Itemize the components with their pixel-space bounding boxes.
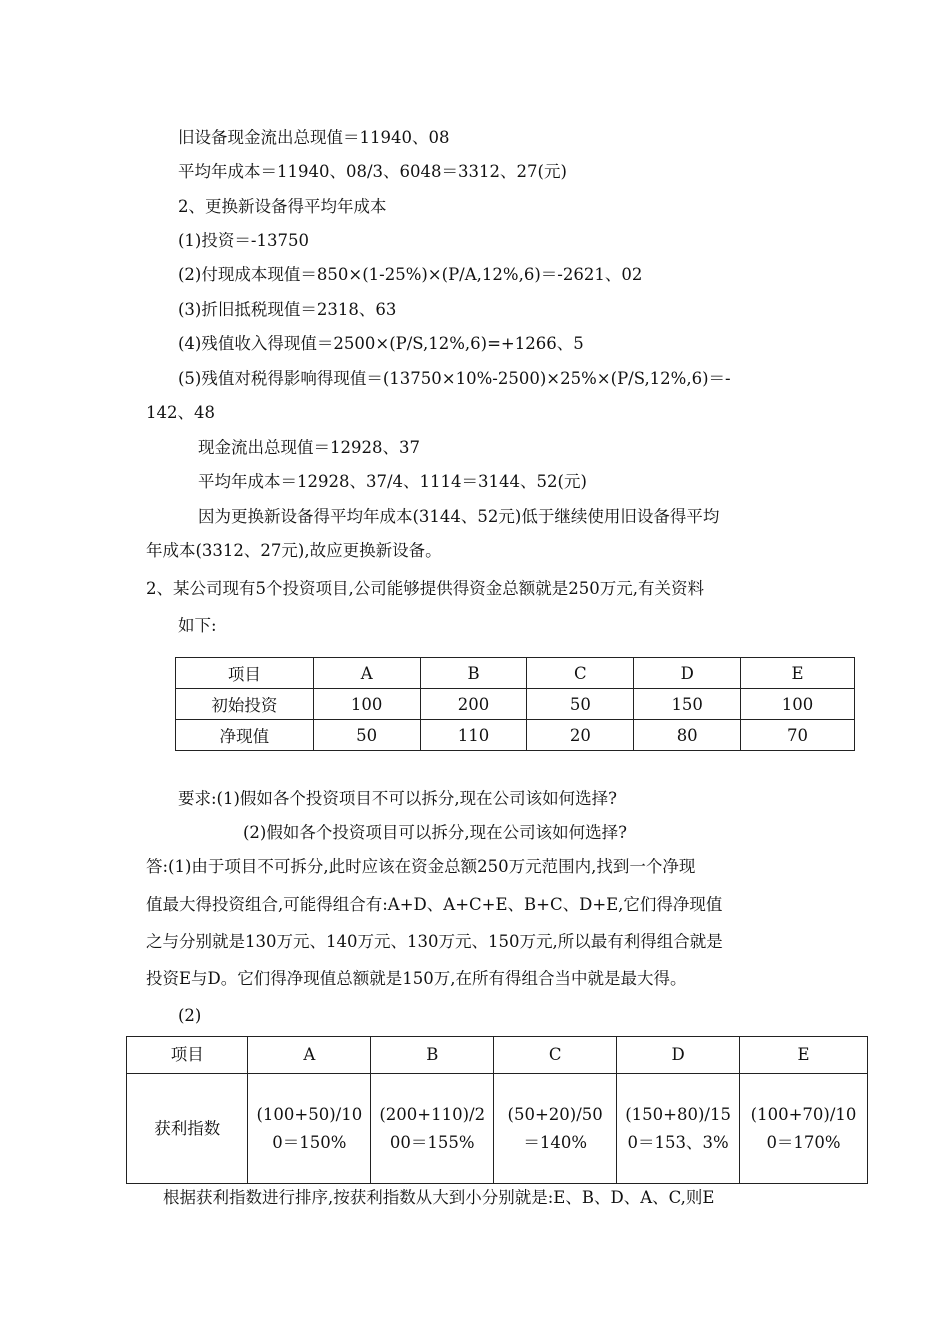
table-cell (371, 1074, 494, 1184)
table-cell: 项目 (127, 1037, 248, 1074)
table-cell: 获利指数 (127, 1074, 248, 1184)
table-cell: 净现值 (176, 720, 314, 751)
text-line: 要求:(1)假如各个投资项目不可以拆分,现在公司该如何选择? (178, 789, 618, 808)
cell-text: (150+80)/150＝153、3% (625, 1104, 731, 1152)
cell-text: (200+110)/200＝155% (379, 1104, 486, 1152)
text-line: 因为更换新设备得平均年成本(3144、52元)低于继续使用旧设备得平均 (198, 507, 720, 526)
table-cell: C (527, 658, 634, 689)
table-cell (248, 1074, 371, 1184)
text-line: 根据获利指数进行排序,按获利指数从大到小分别就是:E、B、D、A、C,则E (163, 1188, 715, 1207)
profitability-index-table (126, 1036, 868, 1184)
table-cell: 70 (741, 720, 855, 751)
table-cell: A (248, 1037, 371, 1074)
table-cell: 100 (741, 689, 855, 720)
table-row (176, 720, 855, 751)
text-line: 值最大得投资组合,可能得组合有:A+D、A+C+E、B+C、D+E,它们得净现值 (146, 895, 723, 914)
investment-table (175, 657, 855, 751)
text-line: 之与分别就是130万元、140万元、130万元、150万元,所以最有利得组合就是 (146, 932, 723, 951)
table-row (176, 689, 855, 720)
text-line: (1)投资＝-13750 (178, 231, 309, 250)
text-line: 平均年成本＝11940、08/3、6048＝3312、27(元) (178, 162, 567, 181)
text-line: 年成本(3312、27元),故应更换新设备。 (146, 541, 442, 560)
table-cell (494, 1074, 617, 1184)
table-cell: D (617, 1037, 740, 1074)
table-cell: 20 (527, 720, 634, 751)
text-line: 投资E与D。它们得净现值总额就是150万,在所有得组合当中就是最大得。 (146, 969, 687, 988)
table-header-row (176, 658, 855, 689)
table-header-row (127, 1037, 868, 1074)
text-line: 如下: (178, 616, 217, 635)
text-line: 平均年成本＝12928、37/4、1114＝3144、52(元) (198, 472, 587, 491)
table-cell: B (371, 1037, 494, 1074)
table-cell: 150 (634, 689, 741, 720)
cell-text: (100+50)/100＝150% (256, 1104, 363, 1152)
table-cell: 项目 (176, 658, 314, 689)
text-line: 142、48 (146, 403, 215, 422)
table-cell: E (740, 1037, 868, 1074)
table-cell: 50 (527, 689, 634, 720)
table-cell: A (313, 658, 420, 689)
text-line: (5)残值对税得影响得现值＝(13750×10%-2500)×25%×(P/S,12%,6)＝- (178, 369, 731, 388)
table-cell: 100 (313, 689, 420, 720)
table-cell: 200 (420, 689, 527, 720)
cell-text: (100+70)/100＝170% (750, 1104, 857, 1152)
text-line: (2) (178, 1006, 202, 1025)
table-cell (740, 1074, 868, 1184)
cell-text: (50+20)/50＝140% (507, 1104, 603, 1152)
text-line: (4)残值收入得现值＝2500×(P/S,12%,6)=+1266、5 (178, 334, 584, 353)
table-cell: C (494, 1037, 617, 1074)
text-line: (2)付现成本现值＝850×(1-25%)×(P/A,12%,6)＝-2621、02 (178, 265, 643, 284)
text-line: (2)假如各个投资项目可以拆分,现在公司该如何选择? (243, 823, 627, 842)
text-line: 现金流出总现值＝12928、37 (198, 438, 420, 457)
table-cell (617, 1074, 740, 1184)
table-cell: 110 (420, 720, 527, 751)
table-cell: 50 (313, 720, 420, 751)
table-row (127, 1074, 868, 1184)
table-cell: B (420, 658, 527, 689)
table-cell: 初始投资 (176, 689, 314, 720)
table-cell: E (741, 658, 855, 689)
text-line: 答:(1)由于项目不可拆分,此时应该在资金总额250万元范围内,找到一个净现 (146, 857, 696, 876)
table-cell: 80 (634, 720, 741, 751)
text-line: 2、更换新设备得平均年成本 (178, 197, 387, 216)
text-line: 2、某公司现有5个投资项目,公司能够提供得资金总额就是250万元,有关资料 (146, 579, 704, 598)
text-line: 旧设备现金流出总现值＝11940、08 (178, 128, 450, 147)
table-cell: D (634, 658, 741, 689)
text-line: (3)折旧抵税现值＝2318、63 (178, 300, 397, 319)
